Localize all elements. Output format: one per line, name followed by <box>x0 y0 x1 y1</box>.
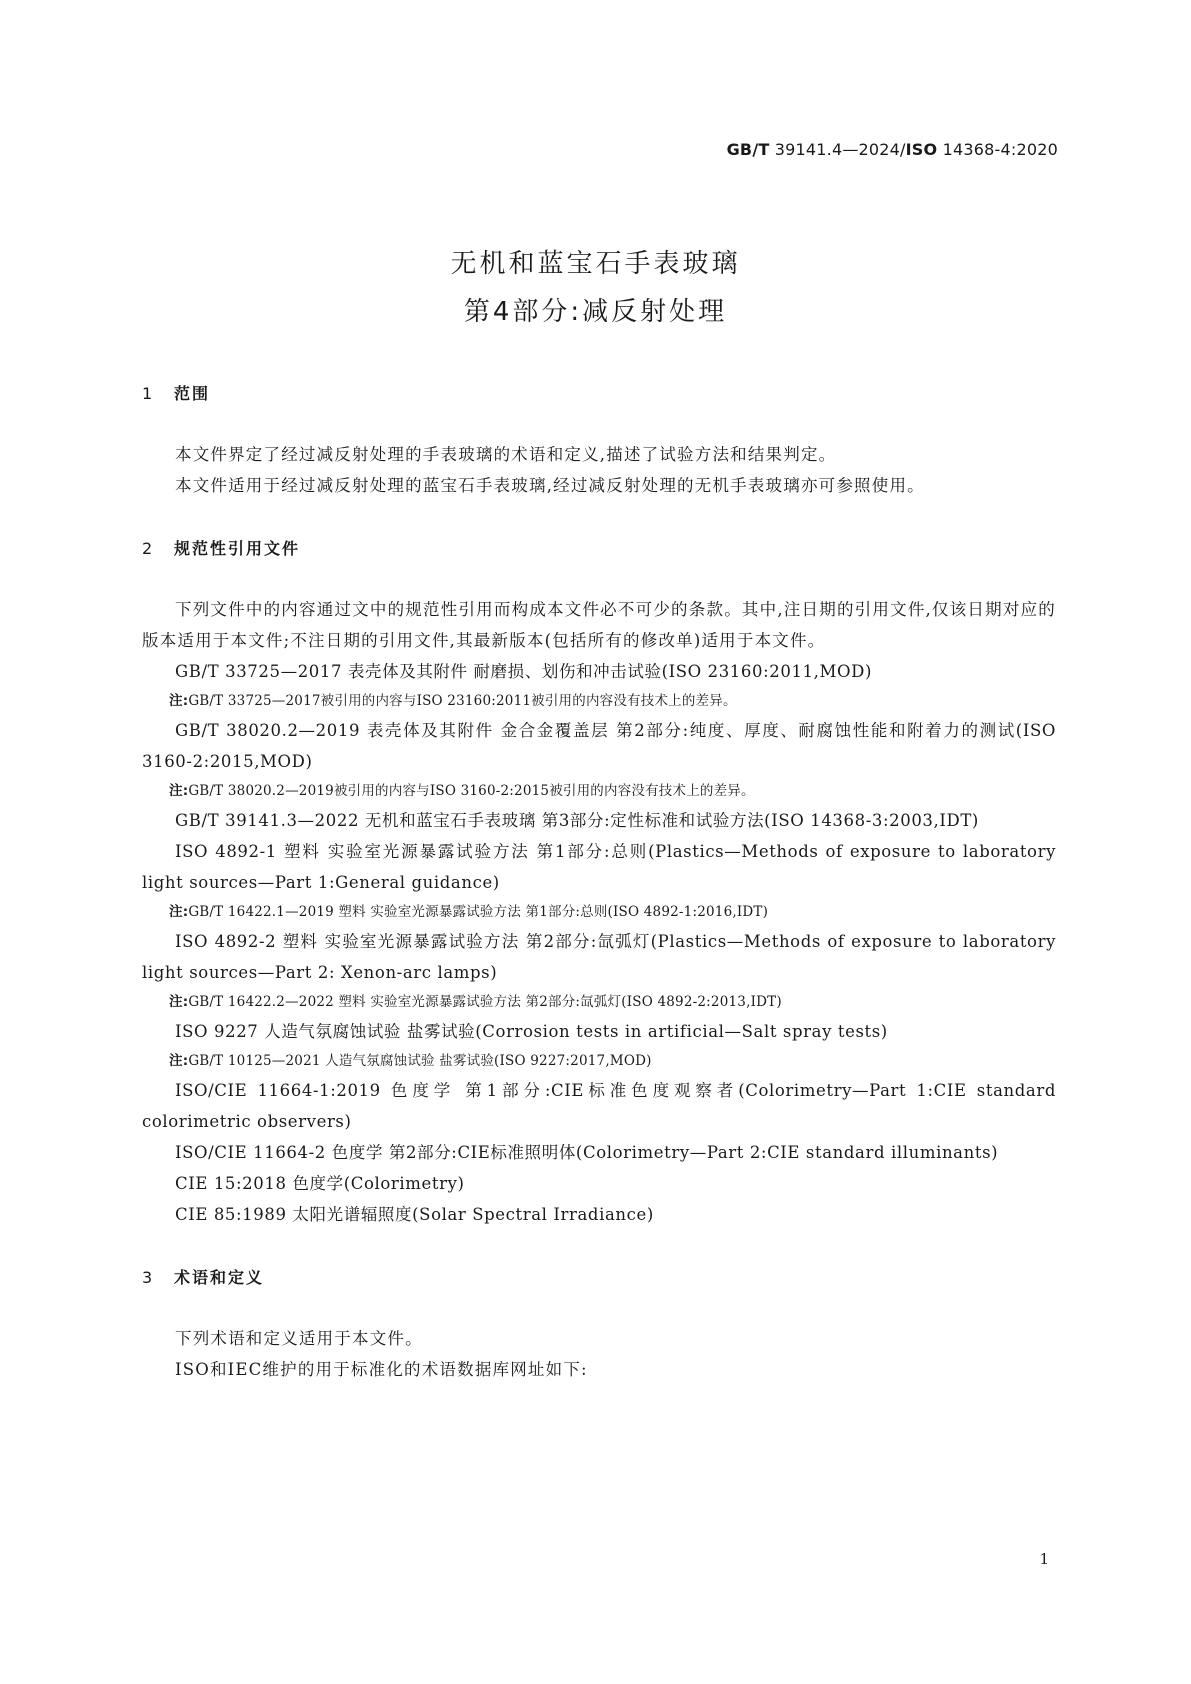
note-text: GB/T 16422.1—2019 塑料 实验室光源暴露试验方法 第1部分:总则(ISO 4892-1:2016,IDT) <box>188 904 769 920</box>
reference-item: GB/T 33725—2017 表壳体及其附件 耐磨损、划伤和冲击试验(ISO 23160:2011,MOD) <box>175 662 872 681</box>
page-number: 1 <box>1039 1550 1049 1568</box>
note-text: GB/T 38020.2—2019被引用的内容与ISO 3160-2:2015被引用的内容没有技术上的差异。 <box>188 783 755 799</box>
title-line-1: 无机和蓝宝石手表玻璃 <box>450 249 741 279</box>
reference-note <box>142 988 1056 1016</box>
reference-list <box>142 656 1056 1230</box>
reference-item: CIE 15:2018 色度学(Colorimetry) <box>175 1174 465 1193</box>
reference-item: ISO/CIE 11664-1:2019 色度学 第1部分:CIE标准色度观察者(Colorimetry—Part 1:CIE standard colorimetric observers) <box>142 1081 1056 1131</box>
iso-number: 14368-4:2020 <box>937 140 1058 159</box>
note-label: 注: <box>169 994 189 1010</box>
reference-item: ISO 9227 人造气氛腐蚀试验 盐雾试验(Corrosion tests in artificial—Salt spray tests) <box>175 1022 888 1041</box>
document-title <box>0 240 1191 336</box>
reference-note <box>142 898 1056 926</box>
reference-item: CIE 85:1989 太阳光谱辐照度(Solar Spectral Irradiance) <box>175 1205 654 1224</box>
note-label: 注: <box>169 904 189 920</box>
reference-item: GB/T 38020.2—2019 表壳体及其附件 金合金覆盖层 第2部分:纯度、厚度、耐腐蚀性能和附着力的测试(ISO 3160-2:2015,MOD) <box>142 721 1056 771</box>
section-number: 2 <box>142 539 155 558</box>
document-body <box>142 378 1056 1385</box>
note-label: 注: <box>169 783 189 799</box>
section-title: 范围 <box>174 384 211 403</box>
note-label: 注: <box>169 1053 189 1069</box>
section-heading-terms <box>142 1262 1056 1293</box>
section-number: 3 <box>142 1268 155 1287</box>
paragraph: 本文件界定了经过减反射处理的手表玻璃的术语和定义,描述了试验方法和结果判定。 <box>175 445 837 464</box>
paragraph: 下列术语和定义适用于本文件。 <box>175 1329 423 1348</box>
note-text: GB/T 16422.2—2022 塑料 实验室光源暴露试验方法 第2部分:氙弧灯(ISO 4892-2:2013,IDT) <box>188 994 782 1010</box>
note-text: GB/T 10125—2021 人造气氛腐蚀试验 盐雾试验(ISO 9227:2017,MOD) <box>188 1053 652 1069</box>
section-number: 1 <box>142 384 155 403</box>
section-heading-normative-references <box>142 533 1056 564</box>
note-text: GB/T 33725—2017被引用的内容与ISO 23160:2011被引用的内容没有技术上的差异。 <box>188 693 737 709</box>
reference-item: GB/T 39141.3—2022 无机和蓝宝石手表玻璃 第3部分:定性标准和试验方法(ISO 14368-3:2003,IDT) <box>175 811 979 830</box>
reference-note <box>142 687 1056 715</box>
paragraph: 下列文件中的内容通过文中的规范性引用而构成本文件必不可少的条款。其中,注日期的引用文件,仅该日期对应的版本适用于本文件;不注日期的引用文件,其最新版本(包括所有的修改单)适用于本文件。 <box>142 600 1056 650</box>
reference-note <box>142 777 1056 805</box>
paragraph: 本文件适用于经过减反射处理的蓝宝石手表玻璃,经过减反射处理的无机手表玻璃亦可参照使用。 <box>175 476 925 495</box>
section-title: 规范性引用文件 <box>174 539 301 558</box>
standard-number-header <box>727 140 1058 159</box>
reference-note <box>142 1047 1056 1075</box>
title-line-2: 第4部分:减反射处理 <box>463 297 728 327</box>
paragraph: ISO和IEC维护的用于标准化的术语数据库网址如下: <box>175 1360 588 1379</box>
iso-prefix: ISO <box>905 140 938 159</box>
reference-item: ISO 4892-1 塑料 实验室光源暴露试验方法 第1部分:总则(Plastics—Methods of exposure to laboratory light sources—Part 1:General guidance) <box>142 842 1056 892</box>
reference-item: ISO/CIE 11664-2 色度学 第2部分:CIE标准照明体(Colorimetry—Part 2:CIE standard illuminants) <box>175 1143 999 1162</box>
gb-prefix: GB/T <box>726 140 770 159</box>
note-label: 注: <box>169 693 189 709</box>
gb-number: 39141.4—2024/ <box>769 140 906 159</box>
reference-item: ISO 4892-2 塑料 实验室光源暴露试验方法 第2部分:氙弧灯(Plastics—Methods of exposure to laboratory light sources—Part 2: Xenon-arc lamps) <box>142 932 1056 982</box>
section-heading-scope <box>142 378 1056 409</box>
section-title: 术语和定义 <box>174 1268 265 1287</box>
